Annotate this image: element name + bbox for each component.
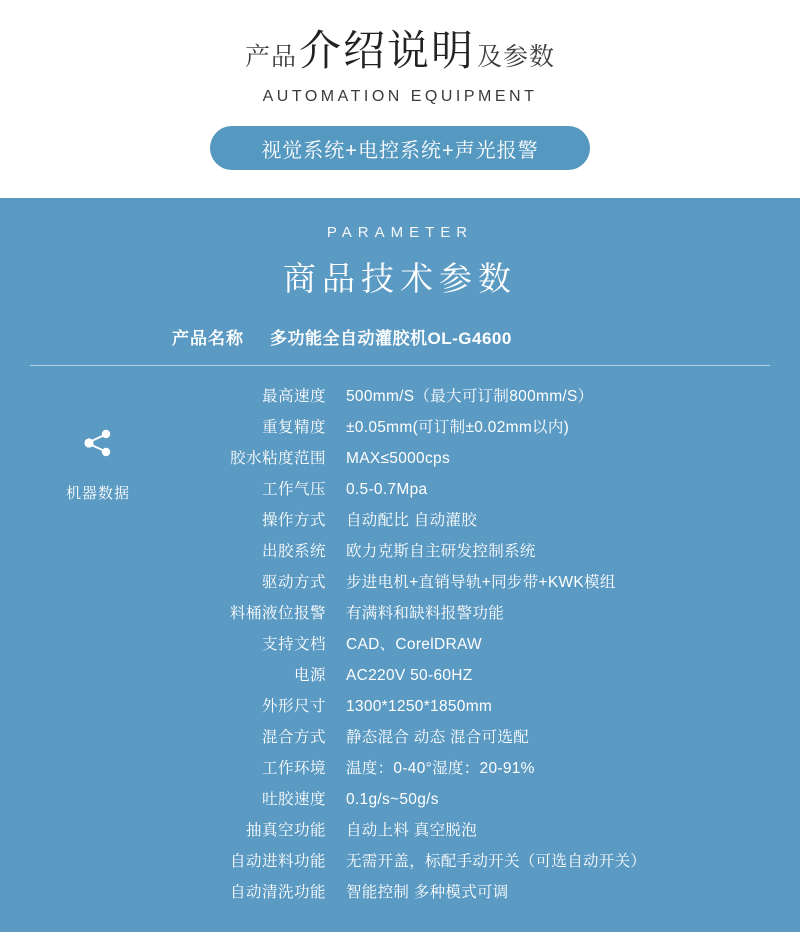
spec-value: 自动配比 自动灌胶 [346, 512, 478, 529]
spec-key: 自动清洗功能 [229, 884, 326, 901]
spec-key: 外形尺寸 [261, 698, 326, 715]
spec-value: 欧力克斯自主研发控制系统 [346, 543, 536, 560]
spec-value: 智能控制 多种模式可调 [346, 884, 509, 901]
spec-value: 有满料和缺料报警功能 [346, 605, 505, 622]
spec-key: 最高速度 [261, 388, 326, 405]
spec-value: 1300*1250*1850mm [346, 698, 493, 715]
table-row [196, 601, 780, 632]
table-row [196, 508, 780, 539]
feature-badge: 视觉系统+电控系统+声光报警 [210, 126, 590, 170]
spec-key: 吐胶速度 [261, 791, 326, 808]
spec-key: 电源 [293, 667, 326, 684]
spec-value: AC220V 50-60HZ [346, 667, 473, 684]
spec-key: 驱动方式 [261, 574, 326, 591]
spec-table [196, 384, 800, 911]
table-row [196, 539, 780, 570]
share-icon [81, 426, 115, 460]
spec-key: 自动进料功能 [229, 853, 326, 870]
spec-key: 重复精度 [261, 419, 326, 436]
spec-value: 步进电机+直销导轨+同步带+KWK模组 [346, 574, 616, 591]
table-row [196, 632, 780, 663]
spec-value: 静态混合 动态 混合可选配 [346, 729, 530, 746]
spec-key: 混合方式 [261, 729, 326, 746]
page-subtitle: AUTOMATION EQUIPMENT [262, 88, 538, 105]
spec-body [0, 384, 800, 911]
spec-value: 温度：0-40°湿度：20-91% [346, 760, 535, 777]
table-row [196, 415, 780, 446]
panel-heading-en: PARAMETER [326, 224, 474, 241]
spec-key: 工作气压 [261, 481, 326, 498]
spec-value: 0.5-0.7Mpa [346, 481, 428, 498]
spec-key: 料桶液位报警 [229, 605, 326, 622]
section-divider [30, 365, 770, 366]
page-header [0, 0, 800, 170]
table-row [196, 725, 780, 756]
table-row [196, 570, 780, 601]
product-name-label: 产品名称 [172, 329, 244, 348]
spec-key: 胶水粘度范围 [229, 450, 326, 467]
page-title-main: 介绍说明 [298, 29, 475, 75]
product-name-value: 多功能全自动灌胶机OL-G4600 [270, 329, 512, 348]
spec-value: ±0.05mm(可订制±0.02mm以内) [346, 419, 570, 436]
spec-value: 500mm/S（最大可订制800mm/S） [346, 388, 594, 405]
page-title-suffix: 及参数 [477, 44, 556, 71]
table-row [196, 756, 780, 787]
spec-key: 抽真空功能 [245, 822, 326, 839]
spec-value: 无需开盖，标配手动开关（可选自动开关） [346, 853, 647, 870]
table-row [196, 880, 780, 911]
spec-key: 工作环境 [261, 760, 326, 777]
spec-key: 支持文档 [261, 636, 326, 653]
table-row [196, 694, 780, 725]
spec-value: 自动上料 真空脱泡 [346, 822, 478, 839]
spec-side-column [0, 384, 196, 911]
table-row [196, 477, 780, 508]
spec-key: 操作方式 [261, 512, 326, 529]
table-row [196, 787, 780, 818]
page-title [0, 18, 800, 78]
parameter-panel [0, 198, 800, 932]
spec-side-label: 机器数据 [65, 485, 130, 502]
spec-value: CAD、CorelDRAW [346, 636, 482, 653]
spec-value: MAX≤5000cps [346, 450, 450, 467]
table-row [196, 849, 780, 880]
product-name-row [0, 324, 800, 349]
panel-heading-cn: 商品技术参数 [283, 260, 517, 297]
spec-value: 0.1g/s~50g/s [346, 791, 439, 808]
table-row [196, 663, 780, 694]
table-row [196, 446, 780, 477]
table-row [196, 384, 780, 415]
spec-key: 出胶系统 [261, 543, 326, 560]
table-row [196, 818, 780, 849]
page-title-prefix: 产品 [244, 44, 297, 71]
